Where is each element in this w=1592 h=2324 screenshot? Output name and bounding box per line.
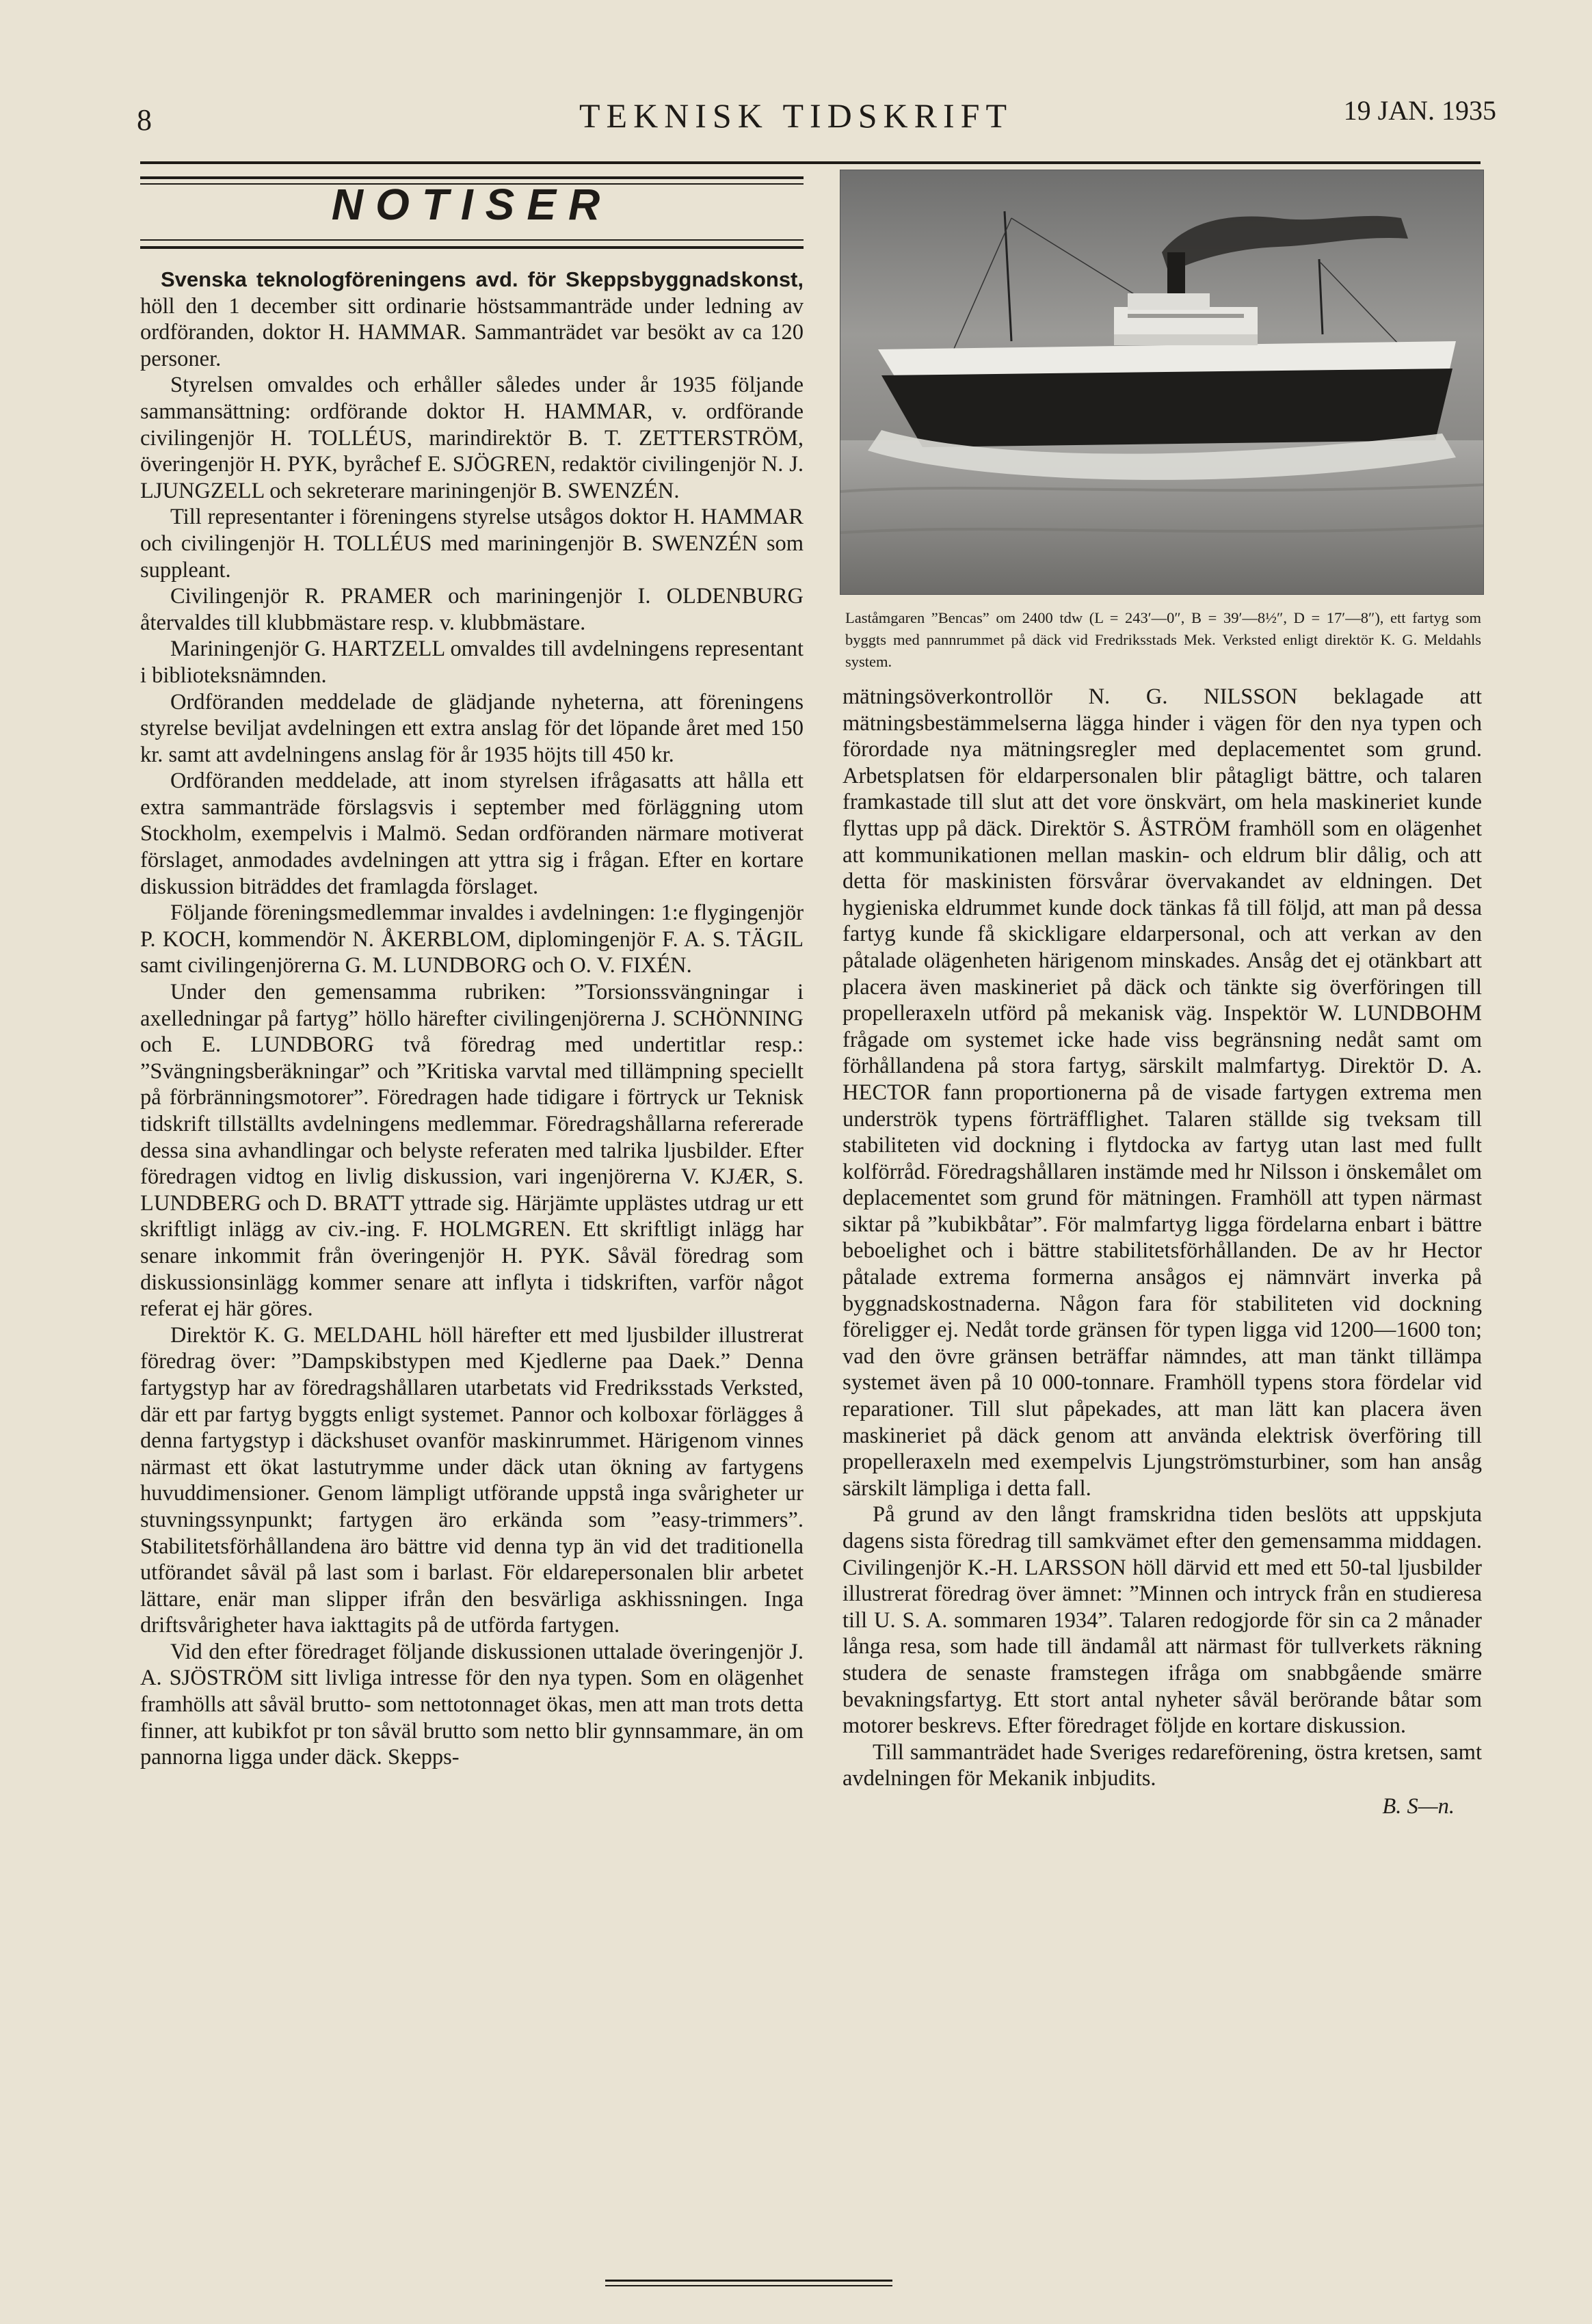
header-rule [140,161,1481,164]
paragraph: Ordföranden meddelade, att inom styrelsen ifrågasatts att hålla ett extra sammanträde förslagsvis i september med förläggning utom Stockholm, exempelvis i Malmö. Sedan ordföranden närmare motiverat förslaget, anmodades avdelningen att yttra sig i frågan. Efter en kortare diskussion biträddes det framlagda förslaget. [140,769,804,899]
section-title: NOTISER [331,180,613,229]
photo-caption: Laståmgaren ”Bencas” om 2400 tdw (L = 243′—0″, B = 39′—8½″, D = 17′—8″), ett fartyg som byggts med pannrummet på däck vid Fredriksstads Mek. Verksted enligt direktör K. G. Meldahls system. [845,609,1481,670]
paragraph: Mariningenjör G. HARTZELL omvaldes till avdelningens representant i biblioteksnämnden. [140,637,804,688]
paragraph-text: höll den 1 december sitt ordinarie höstsammanträde under ledning av ordföranden, doktor H. HAMMAR. Sammanträdet var besökt av ca 120 personer. [140,293,804,371]
page-end-rule [605,2280,892,2286]
paragraph: Civilingenjör R. PRAMER och mariningenjör I. OLDENBURG återvaldes till klubbmästare resp. v. klubbmästare. [140,584,804,635]
ship-photo [840,170,1484,595]
paragraph: Till representanter i föreningens styrelse utsågos doktor H. HAMMAR och civilingenjör H. TOLLÉUS med mariningenjör B. SWENZÉN som suppleant. [140,505,804,583]
end-rule-thick [605,2280,892,2282]
paragraph: Styrelsen omvaldes och erhåller således under år 1935 följande sammansättning: ordförande doktor H. HAMMAR, v. ordförande civilingenjör H. TOLLÉUS, marindirektör B. T. ZETTERSTRÖM, överingenjör H. PYK, byråchef E. SJÖGREN, redaktör civilingenjör N. J. LJUNGZELL och sekreterare mariningenjör B. SWENZÉN. [140,373,804,503]
paragraph: Följande föreningsmedlemmar invaldes i avdelningen: 1:e flygingenjör P. KOCH, kommendör N. ÅKERBLOM, diplomingenjör F. A. S. TÄGIL samt civilingenjörerna G. M. LUNDBORG och O. V. FIXÉN. [140,900,804,978]
paragraph [140,267,804,372]
issue-date [1344,94,1496,126]
left-column [140,171,804,1771]
article-lead: Svenska teknologföreningens avd. för Skeppsbyggnadskonst, [161,267,804,291]
banner-rule-bottom-thin [140,239,804,241]
date-month: JAN. [1377,95,1435,126]
paragraph: På grund av den långt framskridna tiden beslöts att uppskjuta dagens sista föredrag till samkvämet efter den gemensamma middagen. Civilingenjör K.-H. LARSSON höll därvid ett med ett 50-tal ljusbilder illustrerat föredrag över ämnet: ”Minnen och intryck från en studieresa till U. S. A. sommaren 1934”. Talaren redogjorde för sin ca 2 månader långa resa, som hade till ändamål att närmast för tullverkets räkning studera de senaste framstegen ifråga om snabbgående smärre bevakningsfartyg. Ett stort antal nyheter såväl berörande båtar som motorer beskrevs. Efter föredraget följde en kortare diskussion. [843,1502,1482,1739]
paragraph: Till sammanträdet hade Sveriges redareförening, östra kretsen, samt avdelningen för Mekanik inbjudits. [843,1739,1482,1791]
ship-illustration [840,170,1483,594]
paragraph: Under den gemensamma rubriken: ”Torsionssvängningar i axelledningar på fartyg” höllo härefter civilingenjörerna J. SCHÖNNING och E. LUNDBORG två föredrag med undertitlar resp.: ”Svängningsberäkningar” och ”Kritiska varvtal med tillämpning speciellt på förbränningsmotorer”. Föredragen hade tidigare i förtryck ur Teknisk tidskrift tillställts avdelningens medlemmar. Föredragshållarna refererade dessa sina avhandlingar och belyste referaten med talrika ljusbilder. Efter föredragen vidtog en livlig diskussion, vari ingenjörerna V. KJÆR, S. LUNDBERG och D. BRATT yttrade sig. Härjämte upplästes utdrag ur ett skriftligt inlägg av civ.-ing. F. HOLMGREN. Ett skriftligt inlägg har senare inkommit från överingenjör H. PYK. Såväl föredrag som diskussionsinlägg kommer senare att inflyta i tidskriften, varför något referat ej här göres. [140,980,804,1322]
paragraph: Direktör K. G. MELDAHL höll härefter ett med ljusbilder illustrerat föredrag över: ”Dampskibstypen med Kjedlerne paa Daek.” Denna fartygstyp har av föredragshållaren utarbetats vid Fredriksstads Verksted, där ett par fartyg byggts enligt systemet. Pannor och kolboxar förlägges å denna fartygstyp i däckshuset ovanför maskinrummet. Härigenom vinnes närmast ett ökat lastutrymme under däck utan ökning av fartygens huvuddimensioner. Genom lämpligt utförande uppstå inga svårigheter ur stuvningssynpunkt; fartygen äro erkända som ”easy-trimmers”. Stabilitetsförhållandena äro bättre vid denna typ än vid det traditionella utförandet såväl på last som i barlast. För eldarepersonalen blir arbetet lättare, enär man slipper ifrån den besvärliga askhissningen. Inga driftsvårigheter hava iakttagits på de utförda fartygen. [140,1322,804,1638]
author-signature: B. S—n. [1382,1793,1455,1819]
date-day: 19 [1343,95,1371,126]
section-banner [140,171,804,267]
running-title: TEKNISK TIDSKRIFT [579,96,1013,135]
right-column-text [843,684,1482,1820]
left-column-text [140,267,804,1771]
paragraph: Ordföranden meddelade de glädjande nyheterna, att föreningens styrelse beviljat avdelningen ett extra anslag för det löpande året med 150 kr. samt att avdelningens anslag för år 1935 höjts till 450 kr. [140,689,804,767]
banner-rule-bottom [140,246,804,249]
date-year: 1935 [1442,95,1496,126]
paragraph: mätningsöverkontrollör N. G. NILSSON beklagade att mätningsbestämmelserna lägga hinder i vägen för den nya typen och förordade nya mätningsregler med deplacementet som grund. Arbetsplatsen för eldarpersonalen blir påtagligt bättre, och talaren framkastade till slut att det vore önskvärt, om hela maskineriet kunde flyttas upp på däck. Direktör S. ÅSTRÖM framhöll som en olägenhet att kommunikationen mellan maskin- och eldrum blir dålig, och att detta för maskinisten försvårar övervakandet av eldningen. Det hygieniska eldrummet kunde dock tänkas få till följd, att man på dessa fartyg kunde få skickligare eldarpersonal, och att verkan av den påtalade olägenheten härigenom minskades. Ansåg det ej otänkbart att placera även maskineriet på däck och tänkte sig överföringen till propelleraxeln utförd på mekanisk väg. Inspektör W. LUNDBOHM frågade om systemet icke hade viss begränsning nedåt samt om förhållandena på stora fartyg, särskilt malmfartyg. Direktör D. A. HECTOR fann proportionerna på de visade fartygen extrema men underströk typens förträfflighet. Talaren ställde sig tveksam till stabiliteten vid dockning i flytdocka av fartyg utan last med fullt kolförråd. Föredragshållaren instämde med hr Nilsson i önskemålet om deplacementet som grund för mätningen. Framhöll att typen närmast siktar på ”kubikbåtar”. För malmfartyg ligga fördelarna enbart i bättre beboelighet och i bättre stabilitetsförhållanden. De av hr Hector påtalade extrema formerna ansågos ej nämnvärt inverka på byggnadskostnaderna. Någon fara för stabiliteten vid dockning föreligger ej. Nedåt torde gränsen för typen ligga vid 1200—1600 ton; vad den övre gränsen beträffar nämndes, att man tänkt tillämpa systemet även på 10 000-tonnare. Framhöll typens stora fördelar vid reparationer. Till slut påpekades, att man lätt kan placera även maskineriet på däck genom att använda elektrisk överföring till propelleraxeln med exempelvis Ljungströmsturbiner, som han ansåg särskilt lämpliga i detta fall. [843,684,1482,1501]
page-number: 8 [137,103,152,137]
end-rule-thin [605,2285,892,2286]
paragraph: Vid den efter föredraget följande diskussionen uttalade överingenjör J. A. SJÖSTRÖM sitt livliga intresse för den nya typen. Som en olägenhet framhölls att såväl brutto- som nettotonnaget ökas, men att man trots detta finner, att kubikfot pr ton såväl brutto som netto blir gynnsammare, än om pannorna ligga under däck. Skepps- [140,1639,804,1770]
